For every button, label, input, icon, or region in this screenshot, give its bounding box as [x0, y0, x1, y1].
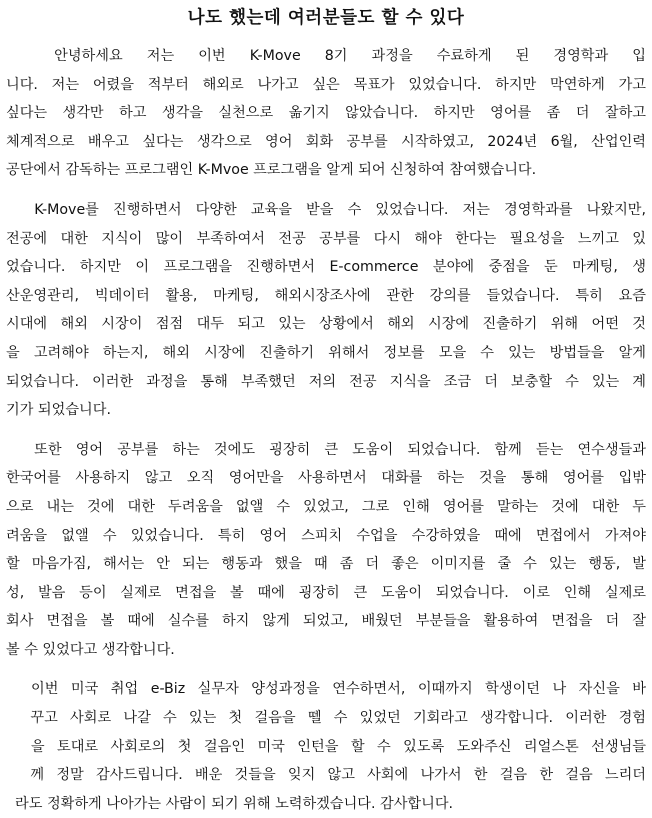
paragraph-line: 한국어를 사용하지 않고 오직 영어만을 사용하면서 대화를 하는 것을 통해 영어를 입밖: [6, 470, 646, 487]
paragraph-line: 산운영관리, 빅데이터 활용, 마케팅, 해외시장조사에 관한 강의를 들었습니다. 특히 요즘: [6, 287, 646, 304]
paragraph-line: 을 토대로 사회로의 첫 걸음인 미국 인턴을 할 수 있도록 도와주신 리얼스톤 선생님들: [6, 738, 646, 755]
paragraph-2: [6, 196, 646, 425]
paragraph-3: [6, 436, 646, 665]
paragraph-line: K-Move를 진행하면서 다양한 교육을 받을 수 있었습니다. 저는 경영학과를 나왔지만,: [6, 201, 646, 218]
paragraph-line: 전공에 대한 지식이 많이 부족하여서 전공 공부를 다시 해야 한다는 필요성을 느끼고 있: [6, 230, 646, 247]
paragraph-line: 을 고려해야 하는지, 해외 시장에 진출하기 위해서 정보를 모을 수 있는 방법들을 알게: [6, 344, 646, 361]
paragraph-line: 안녕하세요 저는 이번 K-Move 8기 과정을 수료하게 된 경영학과 입: [6, 48, 646, 64]
paragraph-line: 었습니다. 하지만 이 프로그램을 진행하면서 E-commerce 분야에 중점을 둔 마케팅, 생: [6, 259, 646, 276]
document-title: 나도 했는데 여러분들도 할 수 있다: [187, 8, 465, 28]
paragraph-line: 할 마음가짐, 해서는 안 되는 행동과 했을 때 좀 더 좋은 이미지를 줄 수 있는 행동, 발: [6, 556, 646, 573]
paragraph-line: 라도 정확하게 나아가는 사람이 되기 위해 노력하겠습니다. 감사합니다.: [6, 795, 454, 812]
paragraph-line: 시대에 해외 시장이 점점 대두 되고 있는 상황에서 해외 시장에 진출하기 위해 어떤 것: [6, 316, 646, 333]
paragraph-line: 려움을 없앨 수 있었습니다. 특히 영어 스피치 수업을 수강하였을 때에 면접에서 가져야: [6, 527, 646, 544]
paragraph-line: 이번 미국 취업 e-Biz 실무자 양성과정을 연수하면서, 이때까지 학생이던 나 자신을 바: [6, 681, 646, 698]
paragraph-line: 께 정말 감사드립니다. 배운 것들을 잊지 않고 사회에 나가서 한 걸음 한 걸음 느리더: [6, 767, 646, 784]
document-body: [6, 42, 646, 818]
paragraph-line: 꾸고 사회로 나갈 수 있는 첫 걸음을 뗄 수 있었던 기회라고 생각합니다. 이러한 경험: [6, 710, 646, 727]
paragraph-line: 으로 내는 것에 대한 두려움을 없앨 수 있었고, 그로 인해 영어를 말하는 것에 대한 두: [6, 498, 646, 515]
paragraph-line: 싶다는 생각만 하고 생각을 실천으로 옮기지 않았습니다. 하지만 영어를 좀 더 잘하고: [6, 105, 646, 122]
paragraph-line: 또한 영어 공부를 하는 것에도 굉장히 큰 도움이 되었습니다. 함께 듣는 연수생들과: [6, 441, 646, 458]
paragraph-1: [6, 42, 646, 185]
paragraph-line: 니다. 저는 어렸을 적부터 해외로 나가고 싶은 목표가 있었습니다. 하지만 막연하게 가고: [6, 76, 646, 93]
paragraph-line: 공단에서 감독하는 프로그램인 K-Mvoe 프로그램을 알게 되어 신청하여 참여했습니다.: [6, 162, 537, 179]
paragraph-line: 체계적으로 배우고 싶다는 생각으로 영어 회화 공부를 시작하였고, 2024년 6월, 산업인력: [6, 133, 646, 150]
paragraph-line: 기가 되었습니다.: [6, 402, 111, 419]
paragraph-line: 회사 면접을 볼 때에 실수를 하지 않게 되었고, 배웠던 부분들을 활용하여 면접을 더 잘: [6, 613, 646, 630]
paragraph-line: 성, 발음 등이 실제로 면접을 볼 때에 굉장히 큰 도움이 되었습니다. 이로 인해 실제로: [6, 584, 646, 601]
paragraph-line: 볼 수 있었다고 생각합니다.: [6, 641, 175, 658]
paragraph-line: 되었습니다. 이러한 과정을 통해 부족했던 저의 전공 지식을 조금 더 보충할 수 있는 계: [6, 373, 646, 390]
